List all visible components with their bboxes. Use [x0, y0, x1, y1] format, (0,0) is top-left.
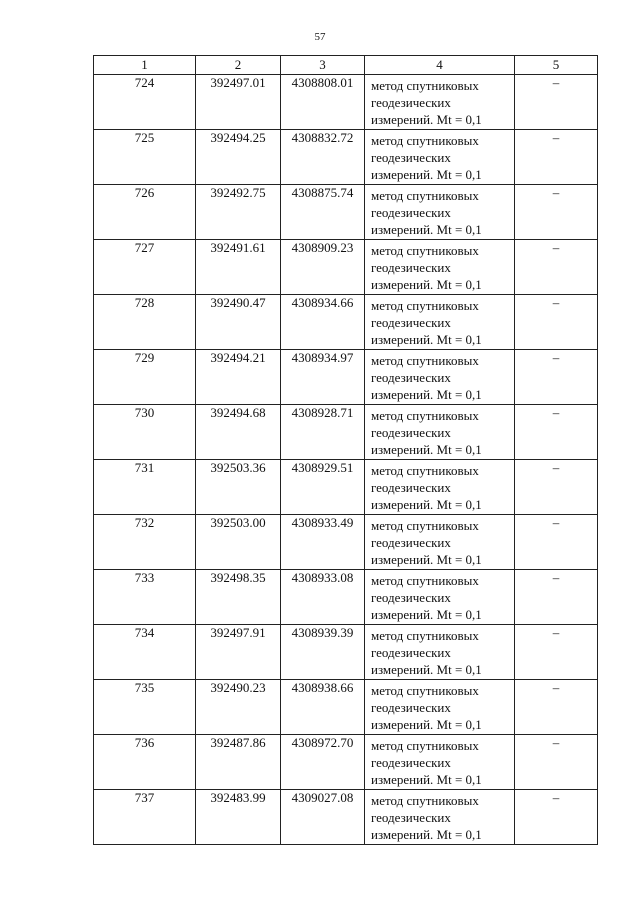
point-number: 731: [94, 460, 196, 515]
coordinate-y: 4308808.01: [281, 75, 365, 130]
page-number: 57: [314, 31, 326, 43]
coordinate-x: 392497.01: [196, 75, 281, 130]
table-header-row: [94, 56, 598, 75]
coordinate-y: 4308875.74: [281, 185, 365, 240]
method-line-2: геодезических: [371, 260, 451, 275]
method-line-3: измерений. Mt = 0,1: [371, 827, 482, 842]
coordinate-x: 392503.00: [196, 515, 281, 570]
method-line-1: метод спутниковых: [371, 243, 479, 258]
column-5-value: –: [515, 130, 598, 185]
method-line-3: измерений. Mt = 0,1: [371, 772, 482, 787]
point-number: 733: [94, 570, 196, 625]
method-line-1: метод спутниковых: [371, 738, 479, 753]
table-row: [94, 570, 598, 625]
coordinate-y: 4308929.51: [281, 460, 365, 515]
method-line-2: геодезических: [371, 95, 451, 110]
column-5-value: –: [515, 185, 598, 240]
header-col-4: 4: [365, 56, 515, 75]
point-number: 728: [94, 295, 196, 350]
column-5-value: –: [515, 75, 598, 130]
method-line-1: метод спутниковых: [371, 793, 479, 808]
method-line-1: метод спутниковых: [371, 463, 479, 478]
method-line-2: геодезических: [371, 810, 451, 825]
method-description: [365, 240, 515, 295]
coordinate-y: 4308938.66: [281, 680, 365, 735]
header-col-2: 2: [196, 56, 281, 75]
table-row: [94, 625, 598, 680]
coordinate-x: 392483.99: [196, 790, 281, 845]
coordinate-x: 392492.75: [196, 185, 281, 240]
coordinate-y: 4309027.08: [281, 790, 365, 845]
method-description: [365, 570, 515, 625]
method-line-2: геодезических: [371, 700, 451, 715]
column-5-value: –: [515, 460, 598, 515]
coordinate-y: 4308939.39: [281, 625, 365, 680]
method-description: [365, 130, 515, 185]
method-line-1: метод спутниковых: [371, 133, 479, 148]
table-row: [94, 295, 598, 350]
coordinate-x: 392494.21: [196, 350, 281, 405]
method-line-1: метод спутниковых: [371, 683, 479, 698]
method-description: [365, 295, 515, 350]
method-line-2: геодезических: [371, 370, 451, 385]
table-row: [94, 240, 598, 295]
table-row: [94, 515, 598, 570]
table-row: [94, 350, 598, 405]
table-row: [94, 75, 598, 130]
point-number: 726: [94, 185, 196, 240]
table-row: [94, 790, 598, 845]
coordinate-y: 4308934.97: [281, 350, 365, 405]
method-line-3: измерений. Mt = 0,1: [371, 662, 482, 677]
method-line-3: измерений. Mt = 0,1: [371, 607, 482, 622]
method-line-1: метод спутниковых: [371, 408, 479, 423]
point-number: 734: [94, 625, 196, 680]
header-col-5: 5: [515, 56, 598, 75]
coordinate-x: 392497.91: [196, 625, 281, 680]
column-5-value: –: [515, 735, 598, 790]
coordinate-x: 392491.61: [196, 240, 281, 295]
point-number: 732: [94, 515, 196, 570]
method-description: [365, 790, 515, 845]
column-5-value: –: [515, 405, 598, 460]
method-description: [365, 75, 515, 130]
point-number: 736: [94, 735, 196, 790]
method-description: [365, 625, 515, 680]
column-5-value: –: [515, 295, 598, 350]
table-row: [94, 405, 598, 460]
point-number: 730: [94, 405, 196, 460]
coordinate-y: 4308972.70: [281, 735, 365, 790]
method-line-2: геодезических: [371, 590, 451, 605]
table-row: [94, 460, 598, 515]
method-line-1: метод спутниковых: [371, 188, 479, 203]
coordinate-y: 4308933.08: [281, 570, 365, 625]
method-line-2: геодезических: [371, 150, 451, 165]
method-line-1: метод спутниковых: [371, 298, 479, 313]
table-row: [94, 130, 598, 185]
method-description: [365, 460, 515, 515]
table-row: [94, 185, 598, 240]
point-number: 725: [94, 130, 196, 185]
method-line-1: метод спутниковых: [371, 628, 479, 643]
method-line-2: геодезических: [371, 645, 451, 660]
point-number: 729: [94, 350, 196, 405]
method-description: [365, 515, 515, 570]
coordinate-y: 4308934.66: [281, 295, 365, 350]
method-line-1: метод спутниковых: [371, 78, 479, 93]
coordinate-x: 392490.23: [196, 680, 281, 735]
method-line-2: геодезических: [371, 755, 451, 770]
coordinate-x: 392494.68: [196, 405, 281, 460]
method-line-1: метод спутниковых: [371, 353, 479, 368]
coordinate-y: 4308928.71: [281, 405, 365, 460]
table-row: [94, 735, 598, 790]
method-line-2: геодезических: [371, 315, 451, 330]
coordinate-x: 392487.86: [196, 735, 281, 790]
method-line-3: измерений. Mt = 0,1: [371, 552, 482, 567]
point-number: 737: [94, 790, 196, 845]
header-col-3: 3: [281, 56, 365, 75]
method-line-2: геодезических: [371, 425, 451, 440]
coordinate-x: 392490.47: [196, 295, 281, 350]
column-5-value: –: [515, 350, 598, 405]
coordinate-x: 392494.25: [196, 130, 281, 185]
method-line-2: геодезических: [371, 205, 451, 220]
method-line-3: измерений. Mt = 0,1: [371, 387, 482, 402]
method-line-3: измерений. Mt = 0,1: [371, 167, 482, 182]
method-line-1: метод спутниковых: [371, 518, 479, 533]
header-col-1: 1: [94, 56, 196, 75]
coordinate-x: 392498.35: [196, 570, 281, 625]
method-line-2: геодезических: [371, 480, 451, 495]
method-line-2: геодезических: [371, 535, 451, 550]
coordinates-table: [93, 55, 598, 845]
method-line-3: измерений. Mt = 0,1: [371, 222, 482, 237]
method-description: [365, 735, 515, 790]
method-line-3: измерений. Mt = 0,1: [371, 277, 482, 292]
method-line-3: измерений. Mt = 0,1: [371, 442, 482, 457]
column-5-value: –: [515, 625, 598, 680]
point-number: 727: [94, 240, 196, 295]
column-5-value: –: [515, 790, 598, 845]
method-line-3: измерений. Mt = 0,1: [371, 332, 482, 347]
column-5-value: –: [515, 515, 598, 570]
coordinate-x: 392503.36: [196, 460, 281, 515]
method-line-3: измерений. Mt = 0,1: [371, 112, 482, 127]
method-description: [365, 405, 515, 460]
method-line-3: измерений. Mt = 0,1: [371, 497, 482, 512]
coordinate-y: 4308909.23: [281, 240, 365, 295]
point-number: 735: [94, 680, 196, 735]
method-line-3: измерений. Mt = 0,1: [371, 717, 482, 732]
point-number: 724: [94, 75, 196, 130]
method-description: [365, 680, 515, 735]
table-row: [94, 680, 598, 735]
column-5-value: –: [515, 240, 598, 295]
coordinate-y: 4308933.49: [281, 515, 365, 570]
coordinate-y: 4308832.72: [281, 130, 365, 185]
method-description: [365, 185, 515, 240]
column-5-value: –: [515, 570, 598, 625]
column-5-value: –: [515, 680, 598, 735]
method-description: [365, 350, 515, 405]
method-line-1: метод спутниковых: [371, 573, 479, 588]
